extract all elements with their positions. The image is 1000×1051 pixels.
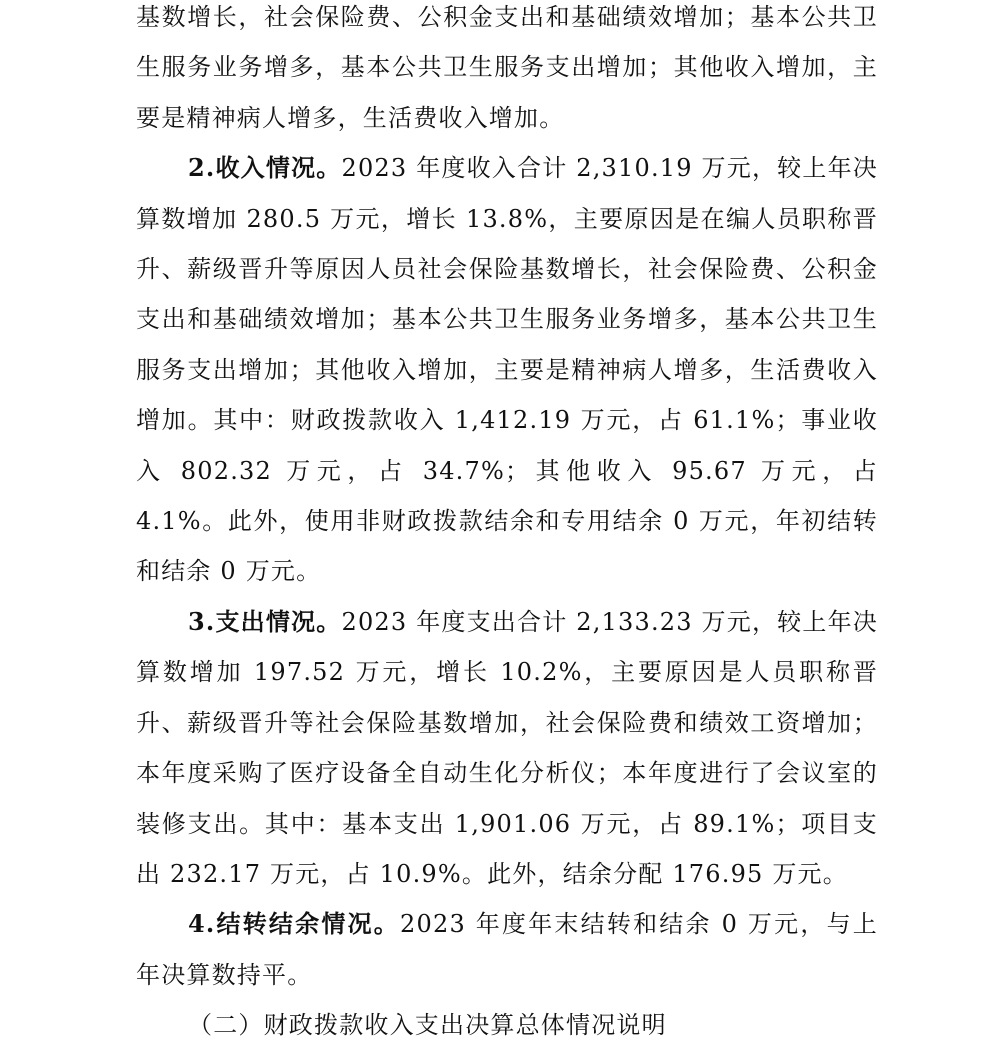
paragraph-expenditure xyxy=(136,597,878,899)
heading-expenditure: 3.支出情况。 xyxy=(188,606,342,636)
document-page xyxy=(136,0,878,1051)
section-title: （二）财政拨款收入支出决算总体情况说明 xyxy=(188,1011,667,1040)
carryover-body: 2023 年度年末结转和结余 0 万元，与上年决算数持平。 xyxy=(136,910,878,989)
paragraph-continuation: 基数增长，社会保险费、公积金支出和基础绩效增加；基本公共卫生服务业务增多，基本公共卫生服务支出增加；其他收入增加，主要是精神病人增多，生活费收入增加。 xyxy=(136,3,878,132)
income-body: 2023 年度收入合计 2,310.19 万元，较上年决算数增加 280.5 万元，增长 13.8%，主要原因是在编人员职称晋升、薪级晋升等原因人员社会保险基数增长，社会保险费、公积金支出和基础绩效增加；基本公共卫生服务业务增多，基本公共卫生服务支出增加；其他收入增加，主要是精神病人增多，生活费收入增加。其中：财政拨款收入 1,412.19 万元，占 61.1%；事业收入 802.32 万元，占 34.7%；其他收入 95.67 万元，占 4.1%。此外，使用非财政拨款结余和专用结余 0 万元，年初结转和结余 0 万元。 xyxy=(136,154,878,586)
heading-income: 2.收入情况。 xyxy=(188,153,342,183)
paragraph-income xyxy=(136,143,878,597)
expenditure-body: 2023 年度支出合计 2,133.23 万元，较上年决算数增加 197.52 万元，增长 10.2%，主要原因是人员职称晋升、薪级晋升等社会保险基数增加，社会保险费和绩效工资增加；本年度采购了医疗设备全自动生化分析仪；本年度进行了会议室的装修支出。其中：基本支出 1,901.06 万元，占 89.1%；项目支出 232.17 万元，占 10.9%。此外，结余分配 176.95 万元。 xyxy=(136,607,878,888)
heading-carryover: 4.结转结余情况。 xyxy=(188,909,401,939)
paragraph-carryover xyxy=(136,899,878,1000)
